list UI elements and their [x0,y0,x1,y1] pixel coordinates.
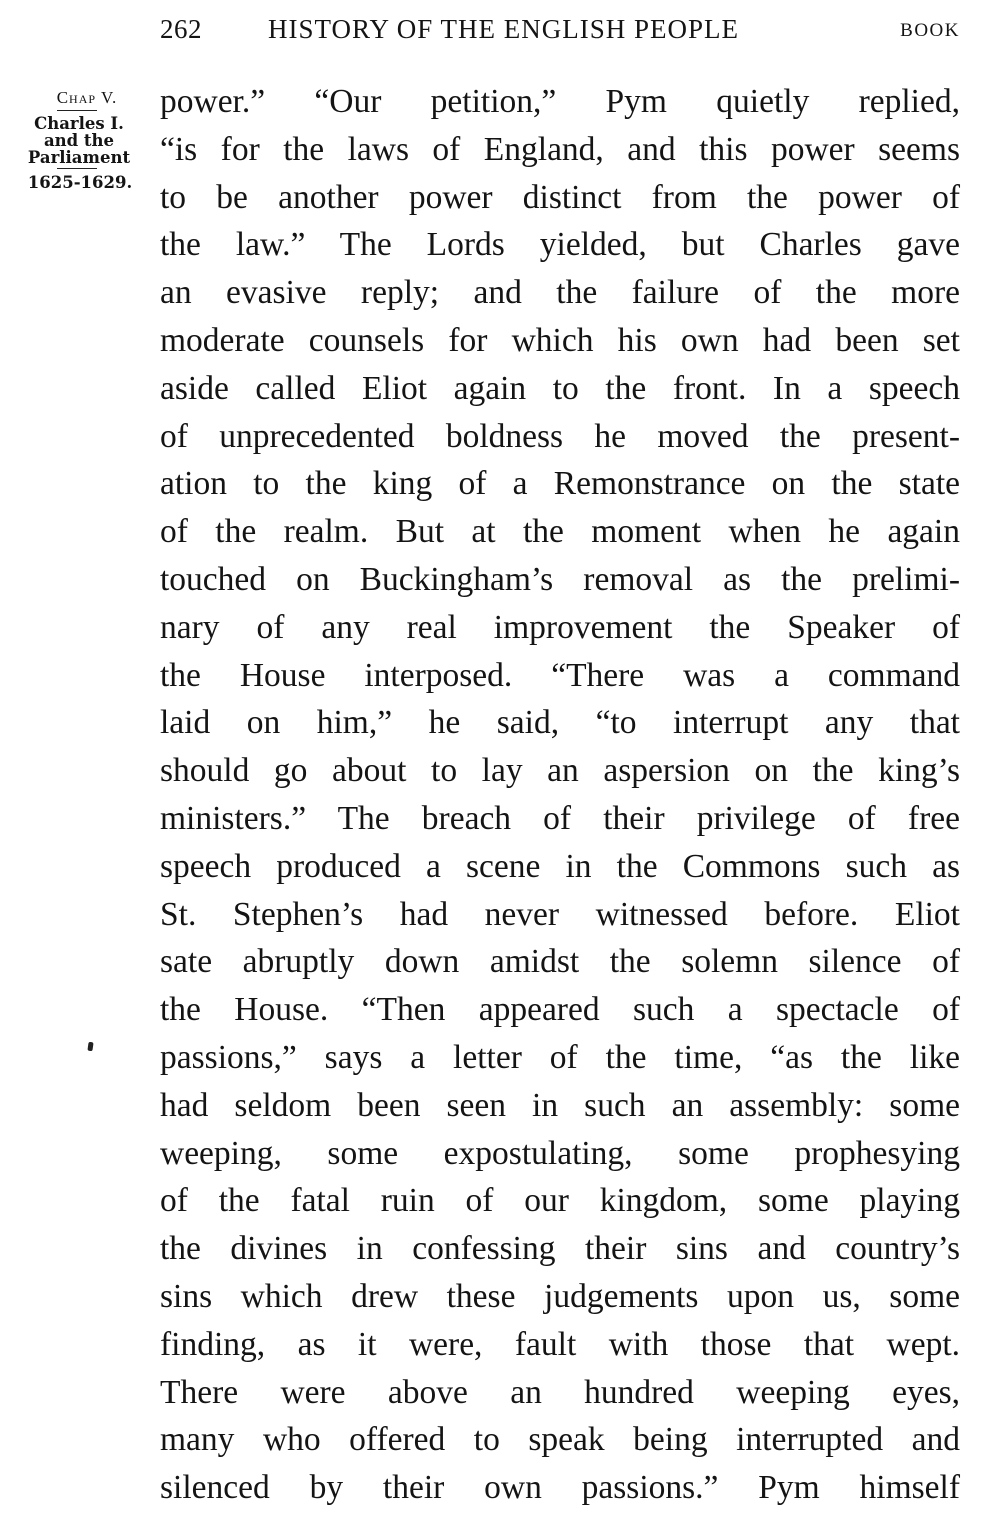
sidenote-title-line-2: and the [43,131,115,150]
text-line: weeping, some expostulating, some prophesying [160,1134,960,1172]
text-line: many who offered to speak being interrupted and [160,1421,960,1459]
text-line: had seldom been seen in such an assembly: some [160,1086,960,1124]
text-line: of the realm. But at the moment when he again [160,513,960,551]
text-line: sate abruptly down amidst the solemn silence of [160,943,960,981]
text-line: St. Stephen’s had never witnessed before. Eliot [160,895,960,933]
ink-speck [87,1042,93,1052]
running-title: HISTORY OF THE ENGLISH PEOPLE [268,14,740,44]
text-line: the law.” The Lords yielded, but Charles gave [160,226,960,264]
sidenote-title-line-3: Parliament [27,148,131,167]
text-line: the House interposed. “There was a command [160,656,960,694]
sidenote-title-line-1: Charles I. [34,114,124,133]
text-line: moderate counsels for which his own had been set [160,321,960,359]
body-text [160,78,960,1512]
text-line: ministers.” The breach of their privilege of free [160,799,960,837]
text-line: should go about to lay an aspersion on the king’s [160,752,960,790]
text-line: silenced by their own passions.” Pym himself [160,1469,960,1507]
margin-sidenotes [6,88,148,192]
text-line: power.” “Our petition,” Pym quietly replied, [160,83,960,120]
text-line: the House. “Then appeared such a spectacle of [160,991,960,1029]
text-line: finding, as it were, fault with those that wept. [160,1325,960,1363]
text-line: the divines in confessing their sins and country’s [160,1230,960,1268]
sidenote-dates: 1625-1629. [27,173,133,192]
sidenote-divider [57,168,97,169]
text-line: sins which drew these judgements upon us, some [160,1277,960,1315]
text-line: ation to the king of a Remonstrance on the state [160,465,960,503]
text-line: of the fatal ruin of our kingdom, some playing [160,1182,960,1220]
text-line: There were above an hundred weeping eyes, [160,1373,960,1411]
text-line: of unprecedented boldness he moved the present- [160,417,960,455]
text-line: aside called Eliot again to the front. In a speech [160,369,960,407]
running-header [160,14,960,46]
text-line: passions,” says a letter of the time, “as the like [160,1038,960,1076]
text-line: touched on Buckingham’s removal as the prelimi- [160,560,960,598]
book-label: BOOK [900,20,960,41]
sidenote-divider [57,110,97,111]
text-line: to be another power distinct from the power of [160,178,960,216]
sidenote-chapter: Chap V. [56,88,118,107]
text-line: speech produced a scene in the Commons such as [160,847,960,885]
text-line: laid on him,” he said, “to interrupt any that [160,704,960,742]
text-line: “is for the laws of England, and this power seems [160,130,960,168]
text-line: nary of any real improvement the Speaker of [160,608,960,646]
text-line: an evasive reply; and the failure of the more [160,274,960,312]
page-number: 262 [160,14,202,44]
